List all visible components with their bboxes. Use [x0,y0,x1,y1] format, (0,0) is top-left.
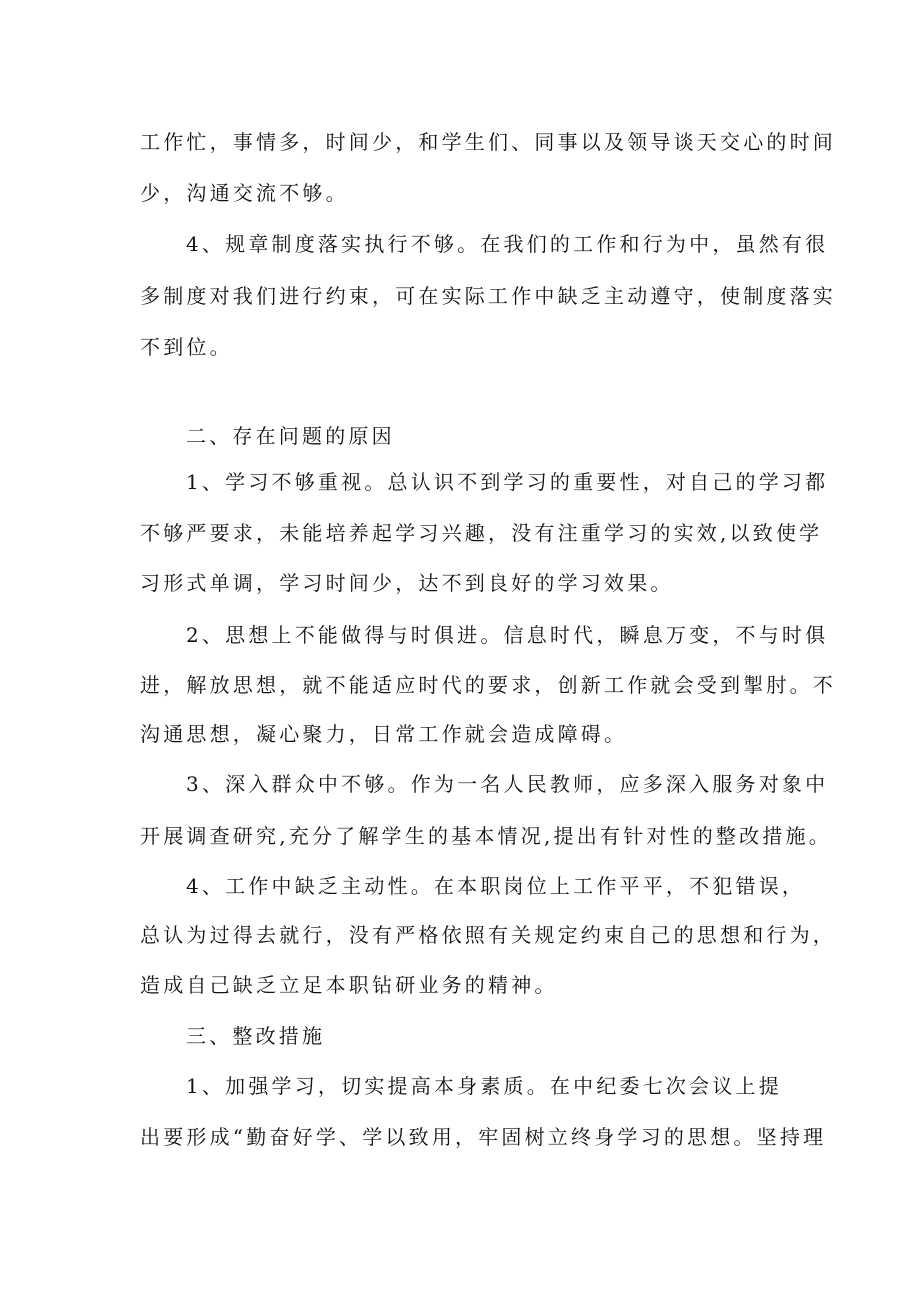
paragraph-line: 开展调查研究,充分了解学生的基本情况,提出有针对性的整改措施。 [140,824,832,848]
paragraph-line: 4、工作中缺乏主动性。在本职岗位上工作平平，不犯错误， [186,874,806,898]
paragraph-line: 1、学习不够重视。总认识不到学习的重要性，对自己的学习都 [186,470,829,494]
paragraph-line: 多制度对我们进行约束，可在实际工作中缺乏主动遵守，使制度落实 [140,284,836,308]
paragraph-line: 总认为过得去就行，没有严格依照有关规定约束自己的思想和行为， [140,923,836,947]
paragraph-line: 工作忙，事情多，时间少，和学生们、同事以及领导谈天交心的时间 [140,130,836,154]
paragraph-line: 沟通思想，凝心聚力，日常工作就会造成障碍。 [140,722,628,746]
section-heading: 二、存在问题的原因 [186,424,395,448]
paragraph-line: 不到位。 [140,335,233,359]
paragraph-line: 出要形成“勤奋好学、学以致用，牢固树立终身学习的思想。坚持理 [140,1125,827,1149]
paragraph-line: 1、加强学习，切实提高本身素质。在中纪委七次会议上提 [186,1074,782,1098]
paragraph-line: 进，解放思想，就不能适应时代的要求，创新工作就会受到掣肘。不 [140,673,836,697]
paragraph-line: 4、规章制度落实执行不够。在我们的工作和行为中，虽然有很 [186,232,829,256]
paragraph-line: 2、思想上不能做得与时俱进。信息时代，瞬息万变，不与时俱 [186,623,829,647]
paragraph-line: 不够严要求，未能培养起学习兴趣，没有注重学习的实效,以致使学 [140,521,823,545]
paragraph-line: 少，沟通交流不够。 [140,181,349,205]
paragraph-line: 造成自己缺乏立足本职钻研业务的精神。 [140,973,558,997]
section-heading: 三、整改措施 [186,1024,326,1048]
paragraph-line: 习形式单调，学习时间少，达不到良好的学习效果。 [140,571,674,595]
paragraph-line: 3、深入群众中不够。作为一名人民教师，应多深入服务对象中 [186,772,829,796]
